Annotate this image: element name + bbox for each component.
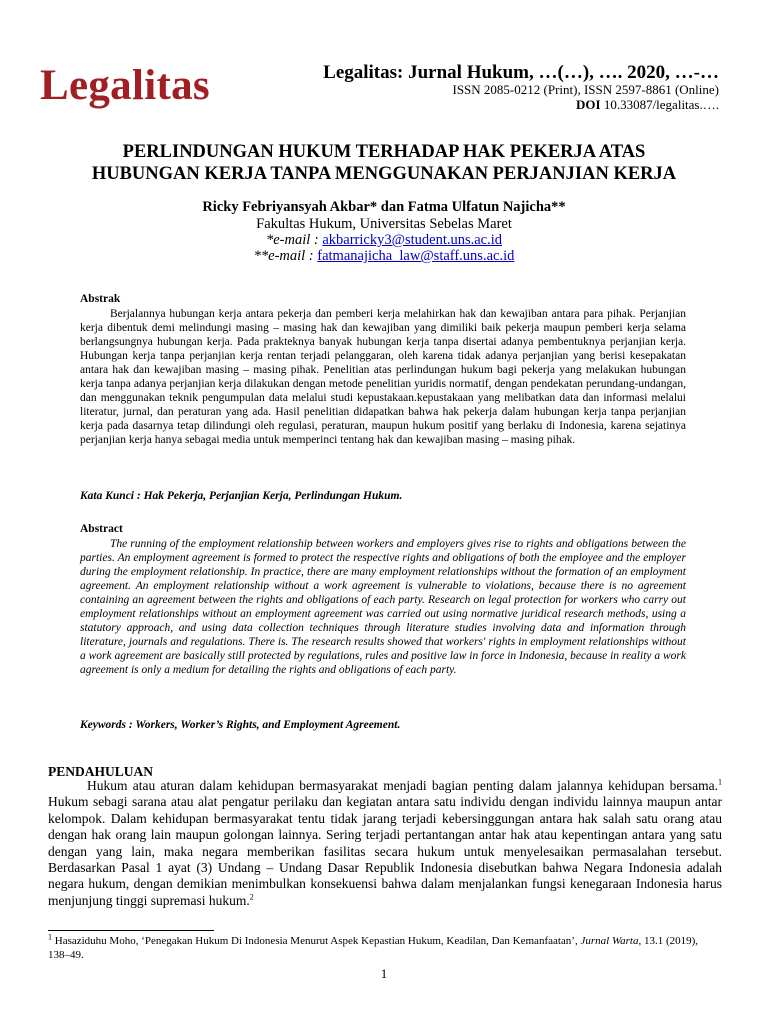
email-line-1 bbox=[40, 232, 728, 248]
email-1-label: *e-mail : bbox=[265, 232, 319, 248]
footnote-ref-1[interactable]: 1 bbox=[718, 777, 722, 787]
page-number: 1 bbox=[380, 966, 388, 981]
footnote-tail: , 13.1 (2019), 138–49. bbox=[48, 935, 699, 961]
footnote-journal: Jurnal Warta bbox=[580, 935, 639, 947]
abstrak-body: Berjalannya hubungan kerja antara pekerja dan pemberi kerja melahirkan hak dan kewajiban antara para pihak. Perjanjian kerja dibentuk demi melindungi masing – masing hak dan kewajiban yang dimiliki baik pekerja maupun pemberi kerja selama berlangsungnya hubungan kerja. Pada prakteknya banyak hubungan kerja tanpa disertai adanya pembentuknya perjanjian kerja. Hubungan kerja tanpa perjanjian kerja rentan terjadi pelanggaran, oleh karena tidak adanya perjanjian yang berisi kesepakatan antara hak dan kewajiban masing – masing pihak. Penelitian atas perlindungan hukum bagi pekerja yang melakukan hubungan kerja tanpa adanya perjanjian kerja dilakukan dengan metode penelitian yuridis normatif, dengan pendekatan perundang-undangan, dan menggunakan teknik pengumpulan data melalui studi kepustakaan.kepustakaan yang melibatkan data dan informasi melalui literatur, jurnal, dan peraturan yang ada. Hasil penelitian didapatkan bahwa hak pekerja dalam hubungan kerja tanpa perjanjian kerja pada dasarnya tetap dilindungi oleh regulasi, peraturan, maupun hukum positif yang berlaku di Indonesia, karena sejatinya perjanjian kerja hanya sebagai media untuk memperinci tentang hak dan kewajiban masing – masing pihak. bbox=[80, 308, 686, 446]
section-heading-pendahuluan: PENDAHULUAN bbox=[48, 764, 154, 779]
abstract-body: The running of the employment relationship between workers and employers gives rise to rights and obligations between the parties. An employment agreement is formed to protect the respective rights and obligations of both the employee and the employer during the employment relationship. In practice, there are many employment relationships without the formation of an employment agreement. An employment relationship without a work agreement is vulnerable to violations, because there is no agreement containing an agreement between the rights and obligations of each party. Research on legal protection for workers who carry out employment relationships without an employment agreement was carried out using normative juridical research methods, using a statutory approach, and using data collection techniques through literature studies involving data and information through literature, journals and regulations. There is. The research results showed that workers' rights in employment relationships without a work agreement are basically still protected by regulations, rules and positive law in force in Indonesia, because in reality a work agreement is only a medium for detailing the rights and obligations of each party. bbox=[80, 538, 686, 676]
article-title bbox=[40, 141, 728, 185]
article-title-line-1: PERLINDUNGAN HUKUM TERHADAP HAK PEKERJA ATAS bbox=[122, 142, 646, 162]
footnote-text: Hasaziduhu Moho, ‘Penegakan Hukum Di Indonesia Menurut Aspek Kepastian Hukum, Keadilan, Dan Kemanfaatan’, bbox=[52, 935, 581, 947]
doi-value: 10.33087/legalitas.…. bbox=[603, 97, 719, 112]
footnote-1 bbox=[48, 934, 722, 962]
journal-masthead: Legalitas bbox=[40, 62, 210, 109]
footnote-mark: 1 bbox=[48, 932, 52, 942]
kata-kunci: Kata Kunci : Hak Pekerja, Perjanjian Kerja, Perlindungan Hukum. bbox=[80, 490, 403, 502]
keywords: Keywords : Workers, Worker’s Rights, and Employment Agreement. bbox=[80, 719, 401, 731]
email-2-link[interactable]: fatmanajicha_law@staff.uns.ac.id bbox=[317, 248, 515, 264]
pendahuluan-paragraph bbox=[48, 778, 722, 909]
paragraph-part-2: Hukum sebagi sarana atau alat pengatur perilaku dan kegiatan antara satu individu dengan individu lainnya maupun antar kelompok. Dalam kehidupan bermasyarakat tentu tidak jarang terjadi kebersinggungan antara hak salah satu orang atau dengan hak orang lain maupun golongan lainnya. Sering terjadi pertantangan antar hak atau kepentingan antara yang satu dengan yang lain, maka negara memberikan fasilitas secara hukum untuk menyelesaikan permasalahan tersebut. Berdasarkan Pasal 1 ayat (3) Undang – Undang Dasar Republik Indonesia disebutkan bahwa Negara Indonesia adalah negara hukum, dengan demikian menimbulkan konsekuensi bahwa dalam menjalankan fungsi kenegaraan Indonesia harus menjunjung tinggi supremasi hukum. bbox=[48, 794, 722, 908]
abstrak-heading: Abstrak bbox=[80, 293, 121, 305]
footnote-divider bbox=[48, 930, 214, 931]
affiliation-line: Fakultas Hukum, Universitas Sebelas Maret bbox=[256, 216, 512, 232]
author-affiliation bbox=[40, 216, 728, 264]
issn-line: ISSN 2085-0212 (Print), ISSN 2597-8861 (Online) bbox=[452, 82, 719, 97]
email-line-2 bbox=[40, 248, 728, 264]
author-names: Ricky Febriyansyah Akbar* dan Fatma Ulfatun Najicha** bbox=[202, 199, 566, 215]
email-1-link[interactable]: akbarricky3@student.uns.ac.id bbox=[322, 232, 503, 248]
article-title-line-2: HUBUNGAN KERJA TANPA MENGGUNAKAN PERJANJIAN KERJA bbox=[91, 164, 677, 184]
email-2-label: **e-mail : bbox=[253, 248, 314, 264]
doi-label: DOI bbox=[576, 97, 601, 112]
doi-line bbox=[576, 97, 719, 113]
footnote-ref-2[interactable]: 2 bbox=[249, 892, 254, 902]
journal-citation-line: Legalitas: Jurnal Hukum, …(…), …. 2020, …-… bbox=[323, 62, 719, 83]
paragraph-part-1: Hukum atau aturan dalam kehidupan bermasyarakat menjadi bagian penting dalam jalannya kehidupan bersama. bbox=[87, 778, 718, 793]
abstract-heading: Abstract bbox=[80, 523, 123, 535]
